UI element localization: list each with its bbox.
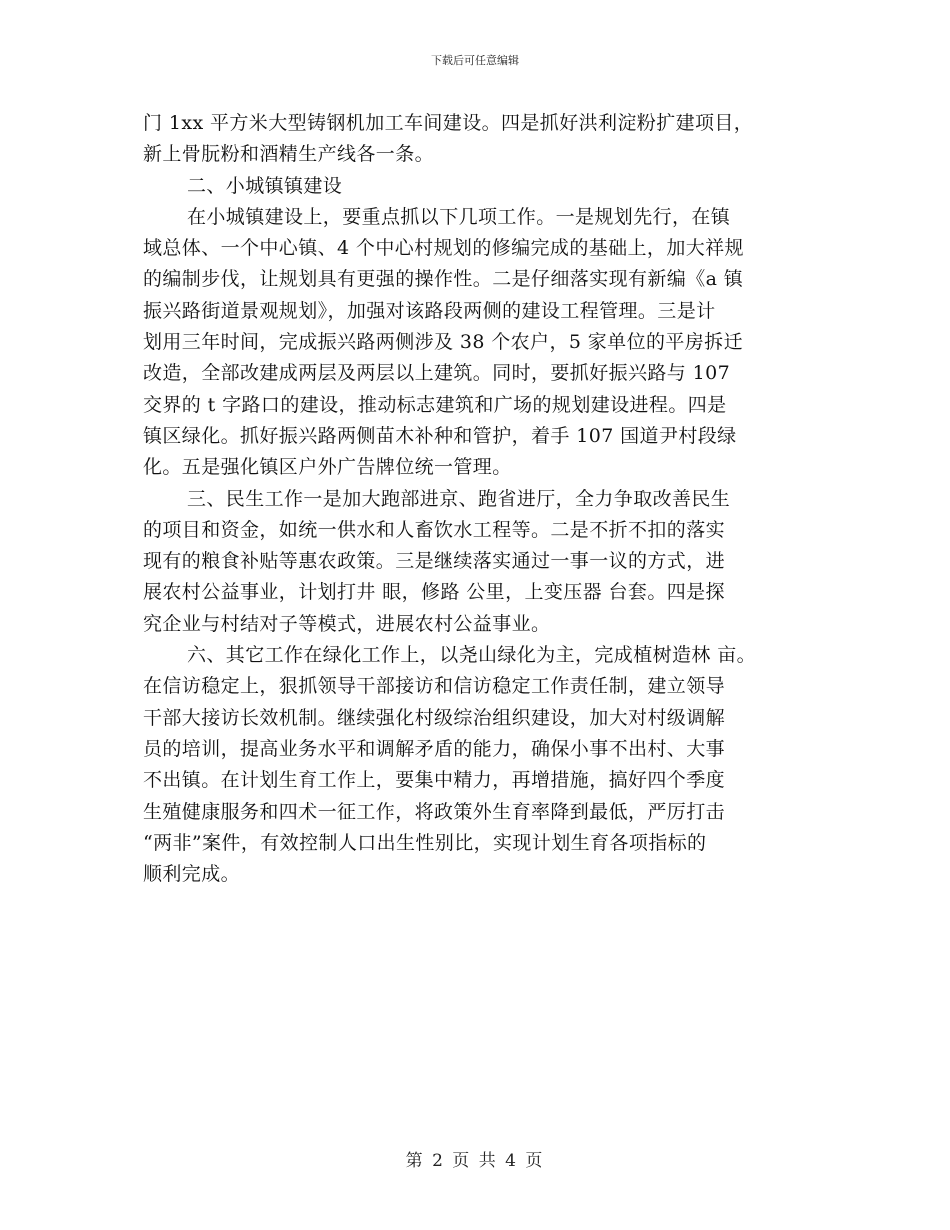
text-line: 三、民生工作一是加大跑部进京、跑省进厅，全力争取改善民生 bbox=[187, 487, 731, 510]
text-line: 镇区绿化。抓好振兴路两侧苗木补种和管护，着手 107 国道尹村段绿 bbox=[143, 424, 737, 447]
text-line: “两非”案件，有效控制人口出生性别比，实现计划生育各项指标的 bbox=[143, 831, 707, 854]
text-line: 在小城镇建设上，要重点抓以下几项工作。一是规划先行，在镇 bbox=[187, 205, 731, 228]
text-line: 展农村公益事业，计划打井 眼，修路 公里，上变压器 台套。四是探 bbox=[143, 581, 725, 604]
document-body bbox=[143, 108, 823, 890]
text-line: 生殖健康服务和四术一征工作，将政策外生育率降到最低，严厉打击 bbox=[143, 800, 726, 823]
text-line: 员的培训，提高业务水平和调解矛盾的能力，确保小事不出村、大事 bbox=[143, 737, 726, 760]
text-line: 六、其它工作在绿化工作上，以尧山绿化为主，完成植树造林 亩。 bbox=[187, 644, 757, 667]
text-line: 干部大接访长效机制。继续强化村级综治组织建设，加大对村级调解 bbox=[143, 706, 726, 729]
text-line: 不出镇。在计划生育工作上，要集中精力，再增措施，搞好四个季度 bbox=[143, 769, 726, 792]
text-line: 在信访稳定上，狠抓领导干部接访和信访稳定工作责任制，建立领导 bbox=[143, 675, 726, 698]
text-line: 现有的粮食补贴等惠农政策。三是继续落实通过一事一议的方式，进 bbox=[143, 550, 726, 573]
page-number-footer: 第 2 页 共 4 页 bbox=[405, 1151, 545, 1171]
text-line: 新上骨朊粉和酒精生产线各一条。 bbox=[143, 143, 435, 166]
text-line: 的编制步伐，让规划具有更强的操作性。二是仔细落实现有新编《a 镇 bbox=[143, 268, 744, 291]
text-line: 门 1xx 平方米大型铸钢机加工车间建设。四是抓好洪利淀粉扩建项目， bbox=[143, 112, 754, 134]
text-line: 顺利完成。 bbox=[143, 863, 241, 886]
section-heading: 二、小城镇镇建设 bbox=[187, 174, 343, 197]
text-line: 域总体、一个中心镇、4 个中心村规划的修编完成的基础上，加大祥规 bbox=[143, 237, 744, 260]
text-line: 划用三年时间，完成振兴路两侧涉及 38 个农户，5 家单位的平房拆迁 bbox=[143, 331, 743, 354]
text-line: 究企业与村结对子等模式，进展农村公益事业。 bbox=[143, 612, 551, 635]
text-line: 的项目和资金，如统一供水和人畜饮水工程等。二是不折不扣的落实 bbox=[143, 518, 726, 541]
text-line: 交界的 t 字路口的建设，推动标志建筑和广场的规划建设进程。四是 bbox=[143, 393, 727, 416]
page-header: 下载后可任意编辑 bbox=[431, 54, 519, 67]
text-line: 化。五是强化镇区户外广告牌位统一管理。 bbox=[143, 456, 512, 479]
text-line: 振兴路街道景观规划》，加强对该路段两侧的建设工程管理。三是计 bbox=[143, 299, 716, 322]
text-line: 改造，全部改建成两层及两层以上建筑。同时，要抓好振兴路与 107 bbox=[143, 362, 731, 385]
